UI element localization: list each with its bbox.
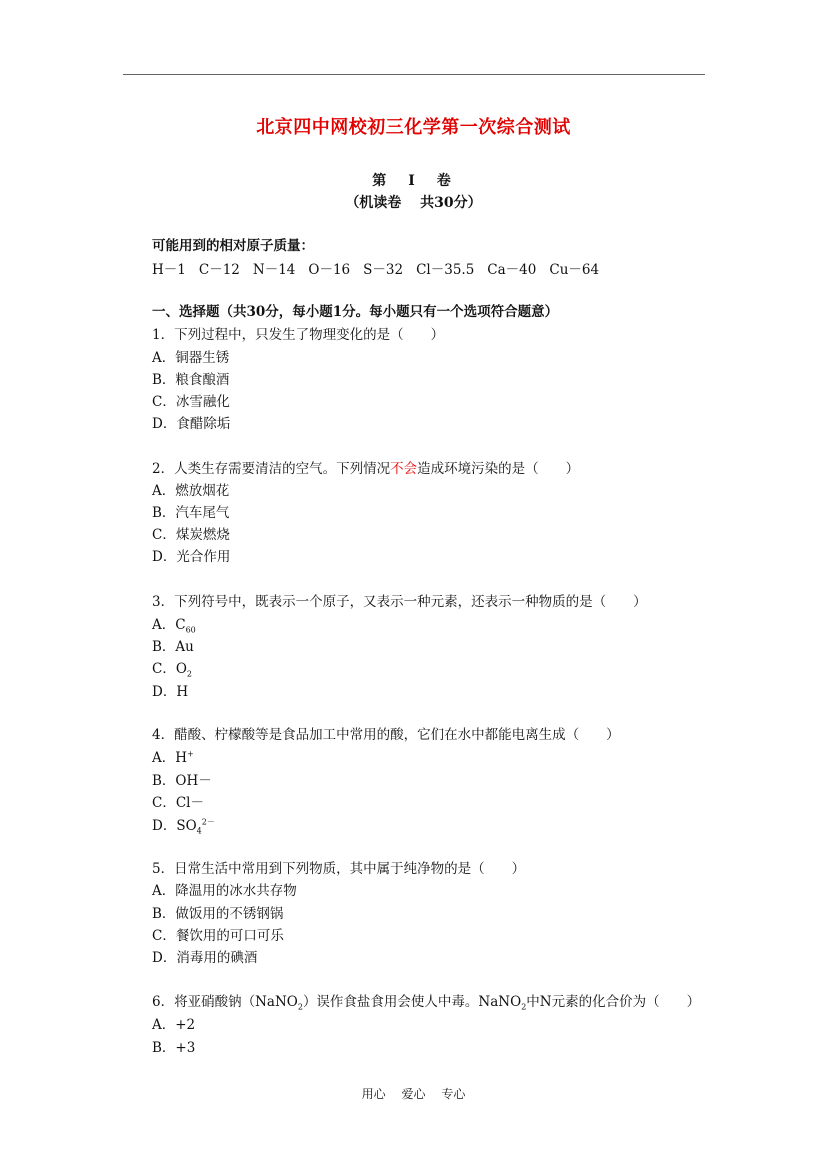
section-heading: 一、选择题（共30分，每小题1分。每小题只有一个选项符合题意） <box>152 304 559 320</box>
atomic-mass-label: 可能用到的相对原子质量： <box>152 238 314 254</box>
question-4-option-a: A．H+ <box>152 749 194 766</box>
header-rule <box>123 74 705 75</box>
question-2-stem: 2．人类生存需要清洁的空气。下列情况不会造成环境污染的是（ ） <box>152 461 580 477</box>
atomic-mass-item: H－1 <box>152 262 186 278</box>
atomic-mass-item: Cl－35.5 <box>416 262 475 278</box>
volume-label: 第 I 卷 <box>372 173 455 189</box>
atomic-mass-item: N－14 <box>252 262 296 278</box>
question-4-option-c: C．Cl－ <box>152 795 204 811</box>
question-6-option-a: A．+2 <box>152 1017 196 1033</box>
question-2-option-a: A．燃放烟花 <box>152 483 230 499</box>
question-5-option-b: B．做饭用的不锈钢锅 <box>152 906 284 922</box>
question-1-option-a: A．铜器生锈 <box>152 350 230 366</box>
question-3-option-c: C．$O_2$ <box>152 661 192 679</box>
atomic-mass-item: S－32 <box>363 262 404 278</box>
question-6-stem: 6．将亚硝酸钠（NaNO$_2$）误作食盐食用会使人中毒。NaNO$_2$中N元素的化合价为（ ） <box>152 994 701 1012</box>
atomic-mass-item: O－16 <box>308 262 351 278</box>
atomic-mass-item: C－12 <box>198 262 240 278</box>
question-3-option-a: A．$C_{60}$ <box>152 617 196 635</box>
page-footer <box>0 1085 827 1102</box>
question-4-stem: 4．醋酸、柠檬酸等是食品加工中常用的酸，它们在水中都能电离生成（ ） <box>152 727 620 743</box>
atomic-mass-item: Ca－40 <box>487 262 537 278</box>
question-1-option-d: D．食醋除垢 <box>152 416 231 432</box>
question-2-option-c: C．煤炭燃烧 <box>152 527 230 543</box>
question-5-option-d: D．消毒用的碘酒 <box>152 950 258 966</box>
question-4-option-d: D．$SO_4^{2-}$ <box>152 817 215 836</box>
atomic-mass-list <box>152 258 612 278</box>
question-5-option-a: A．降温用的冰水共存物 <box>152 883 297 899</box>
question-1-option-b: B．粮食酿酒 <box>152 372 230 388</box>
question-5-option-c: C．餐饮用的可口可乐 <box>152 928 284 944</box>
question-2-option-d: D．光合作用 <box>152 549 231 565</box>
footer-item: 爱心 <box>401 1087 426 1101</box>
atomic-mass-item: Cu－64 <box>549 262 600 278</box>
question-2-option-b: B．汽车尾气 <box>152 505 230 521</box>
question-1-option-c: C．冰雪融化 <box>152 394 230 410</box>
question-3-option-d: D．H <box>152 684 189 700</box>
footer-item: 专心 <box>441 1087 466 1101</box>
emphasis-not: 不会 <box>390 461 418 477</box>
question-3-option-b: B．Au <box>152 639 194 655</box>
question-1-stem: 1．下列过程中，只发生了物理变化的是（ ） <box>152 327 445 343</box>
page-title: 北京四中网校初三化学第一次综合测试 <box>256 117 571 138</box>
question-5-stem: 5．日常生活中常用到下列物质，其中属于纯净物的是（ ） <box>152 861 526 877</box>
question-4-option-b: B．OH－ <box>152 773 212 789</box>
footer-item: 用心 <box>361 1087 386 1101</box>
question-6-option-b: B．+3 <box>152 1040 196 1056</box>
question-3-stem: 3．下列符号中，既表示一个原子，又表示一种元素，还表示一种物质的是（ ） <box>152 594 647 610</box>
volume-note: （机读卷 共30分） <box>345 195 482 211</box>
